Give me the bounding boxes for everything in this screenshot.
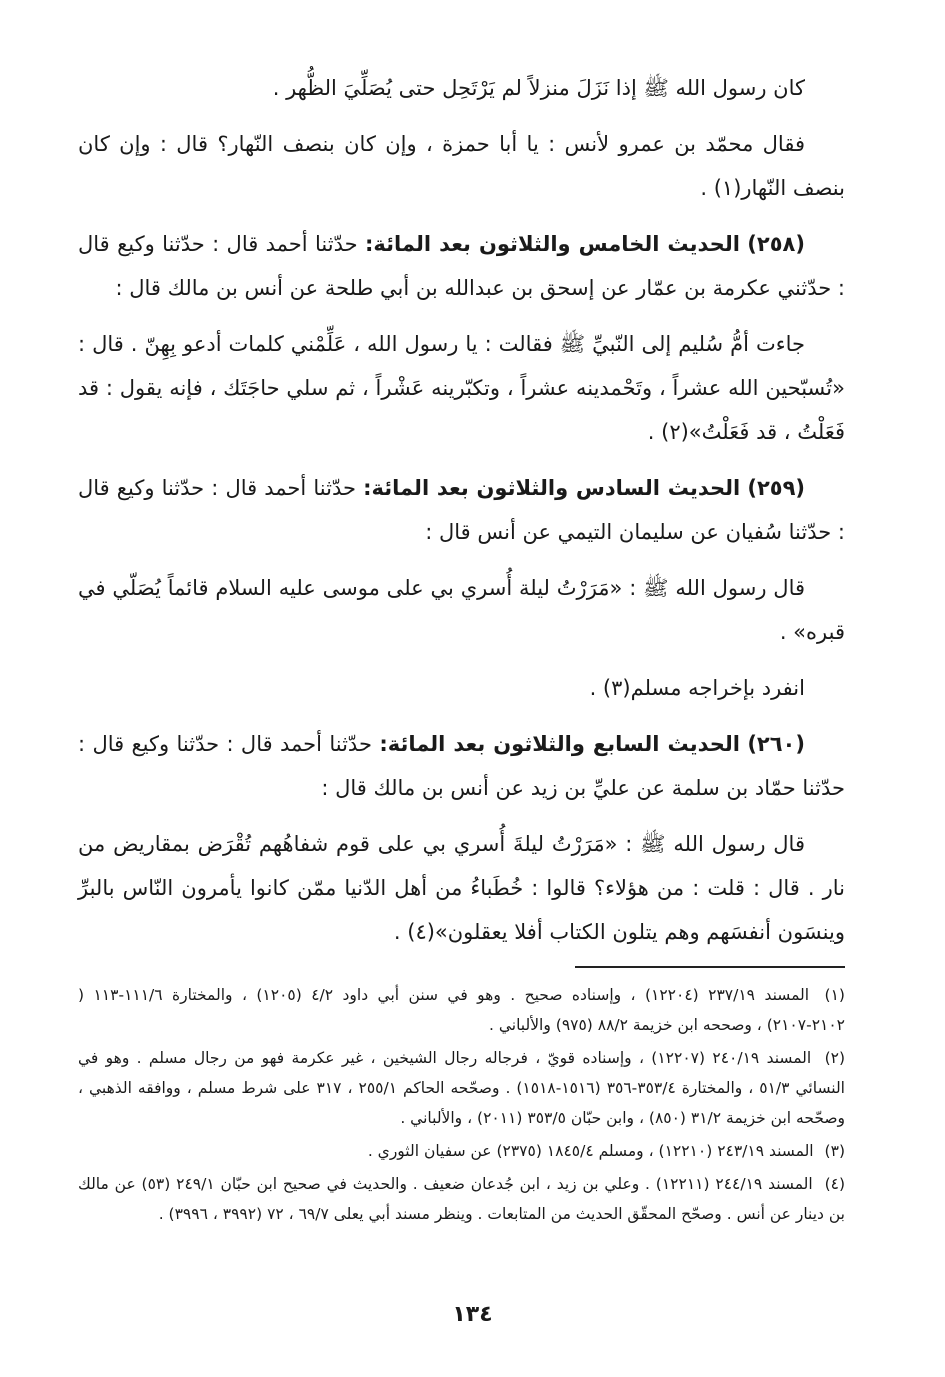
paragraph-1: كان رسول الله ﷺ إذا نَزَلَ منزلاً لم يَرْتَحِل حتى يُصَلِّيَ الظُّهر . bbox=[272, 76, 805, 100]
footnote-3-text: المسند ٢٤٣/١٩ (١٢٢١٠) ، ومسلم ١٨٤٥/٤ (٢٣٧٥) عن سفيان الثوري . bbox=[367, 1142, 814, 1160]
hadith-259-number: (٢٥٩) bbox=[747, 476, 805, 500]
hadith-260 bbox=[78, 722, 845, 810]
footnote-4-text: المسند ٢٤٤/١٩ (١٢٢١١) . وعلي بن زيد ، ابن جُدعان ضعيف . والحديث في صحيح ابن حبّان ٢٤٩/١ (٥٣) عن مالك بن دينار عن أنس . وصحّح المحقّق الحديث من المتابعات . وينظر مسند أبي يعلى ٦٩/٧ ، ٧٢ (٣٩٩٢ ، ٣٩٩٦) . bbox=[78, 1175, 845, 1223]
page-content bbox=[78, 66, 845, 1232]
footnote-4-number: (٤) bbox=[824, 1175, 846, 1193]
paragraph-3: جاءت أمُّ سُليم إلى النّبيِّ ﷺ فقالت : يا رسول الله ، عَلِّمْني كلمات أدعو بِهِنّ . قال : «تُسبّحين الله عشراً ، وتَحْمدينه عشراً ، وتكبّرينه عَشْراً ، ثم سلي حاجَتَك ، فإنه يقول : قد فَعَلْتُ ، قد فَعَلْتُ»(٢) . bbox=[78, 332, 845, 444]
hadith-260-title: الحديث السابع والثلاثون بعد المائة: bbox=[379, 732, 740, 756]
paragraph-4: قال رسول الله ﷺ : «مَرَرْتُ ليلة أُسري بي على موسى عليه السلام قائماً يُصَلّي في قبره» . bbox=[78, 576, 845, 644]
footnotes bbox=[78, 980, 845, 1229]
hadith-259-isnad: حدّثنا أحمد قال : حدّثنا وكيع قال : حدّثنا سُفيان عن سليمان التيمي عن أنس قال : bbox=[78, 476, 845, 544]
footnote-4 bbox=[78, 1169, 845, 1229]
paragraph-2: فقال محمّد بن عمرو لأنس : يا أبا حمزة ، وإن كان بنصف النّهار؟ قال : وإن كان بنصف النّهار(١) . bbox=[78, 132, 845, 200]
footnote-1-number: (١) bbox=[824, 986, 845, 1004]
footnote-separator bbox=[575, 966, 845, 968]
main-text bbox=[78, 66, 845, 954]
paragraph-6: قال رسول الله ﷺ : «مَرَرْتُ ليلةَ أُسري بي على قوم شفاهُهم تُقْرَض بمقاريض من نار . قال : قلت : من هؤلاء؟ قالوا : خُطَباءُ من أهل الدّنيا ممّن كانوا يأمرون النّاس بالبرِّ وينسَون أنفسَهم وهم يتلون الكتاب أفلا يعقلون»(٤) . bbox=[78, 832, 845, 944]
page-number: ١٣٤ bbox=[452, 1302, 493, 1327]
footnote-2-number: (٢) bbox=[824, 1049, 846, 1067]
footnote-3-number: (٣) bbox=[824, 1142, 845, 1160]
hadith-258-number: (٢٥٨) bbox=[747, 232, 805, 256]
footnote-3 bbox=[78, 1136, 845, 1166]
hadith-260-isnad: حدّثنا أحمد قال : حدّثنا وكيع قال : حدّثنا حمّاد بن سلمة عن عليِّ بن زيد عن أنس بن مالك قال : bbox=[78, 732, 845, 800]
hadith-259-title: الحديث السادس والثلاثون بعد المائة: bbox=[363, 476, 741, 500]
hadith-259 bbox=[78, 466, 845, 554]
footnote-2 bbox=[78, 1043, 845, 1133]
hadith-260-number: (٢٦٠) bbox=[747, 732, 805, 756]
footnote-2-text: المسند ٢٤٠/١٩ (١٢٢٠٧) ، وإسناده قويّ ، فرجاله رجال الشيخين ، غير عكرمة فهو من رجال مسلم . وهو في النسائي ٥١/٣ ، والمختارة ٣٥٣/٤-٣٥٦ (١٥١٦-١٥١٨) . وصحّحه الحاكم ٢٥٥/١ ، ٣١٧ على شرط مسلم ، ووافقه الذهبي ، وصحّحه ابن خزيمة ٣١/٢ (٨٥٠) ، وابن حبّان ٣٥٣/٥ (٢٠١١) ، والألباني . bbox=[78, 1049, 845, 1127]
hadith-258-isnad: حدّثنا أحمد قال : حدّثنا وكيع قال : حدّثني عكرمة بن عمّار عن إسحق بن عبدالله بن أبي طلحة عن أنس بن مالك قال : bbox=[78, 232, 845, 300]
footnote-1-text: المسند ٢٣٧/١٩ (١٢٢٠٤) ، وإسناده صحيح . وهو في سنن أبي داود ٤/٢ (١٢٠٥) ، والمختارة ١١١/٦-١١٣ ( ٢١٠٢-٢١٠٧) ، وصححه ابن خزيمة ٨٨/٢ (٩٧٥) والألباني . bbox=[78, 986, 845, 1034]
hadith-258-title: الحديث الخامس والثلاثون بعد المائة: bbox=[364, 232, 740, 256]
paragraph-5: انفرد بإخراجه مسلم(٣) . bbox=[589, 676, 805, 700]
hadith-258 bbox=[78, 222, 845, 310]
footnote-1 bbox=[78, 980, 845, 1040]
